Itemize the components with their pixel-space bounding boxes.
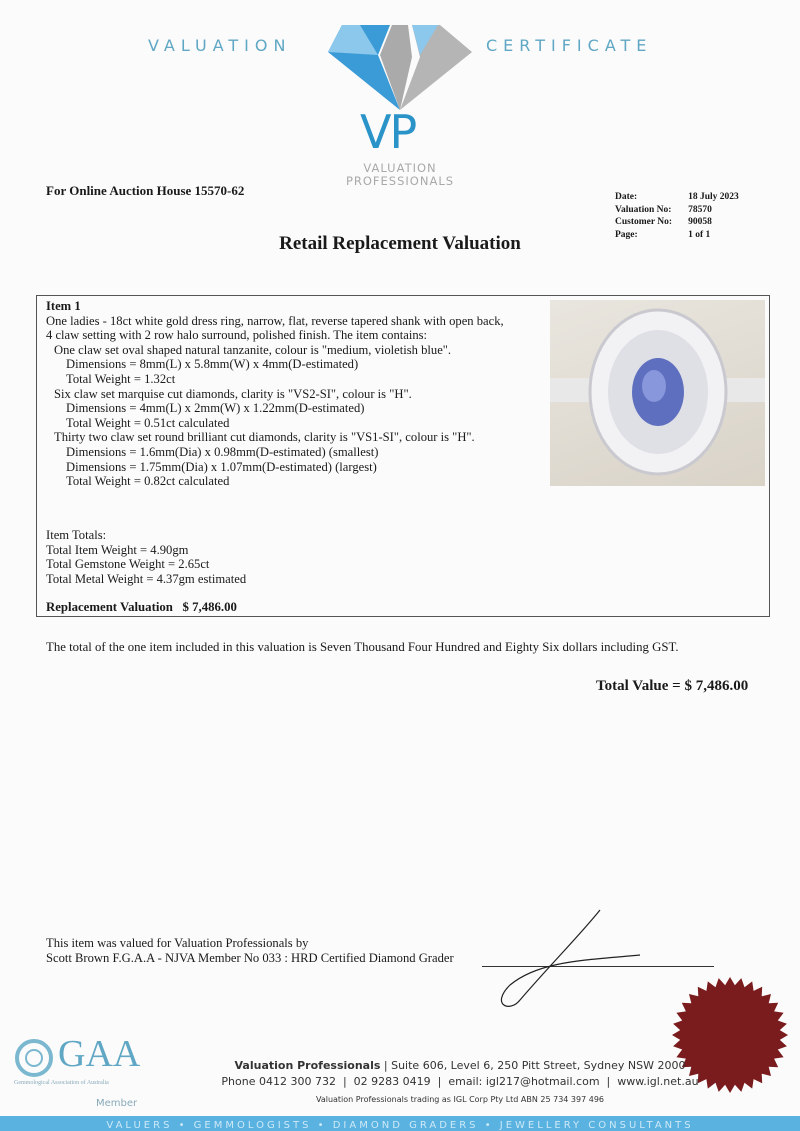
signer bbox=[46, 936, 454, 966]
gaa-text: GAA bbox=[58, 1033, 141, 1075]
stone-line: Dimensions = 4mm(L) x 2mm(W) x 1.22mm(D-estimated) bbox=[66, 401, 365, 416]
item-description bbox=[46, 299, 504, 489]
signer-line: Scott Brown F.G.A.A - NJVA Member No 033 : HRD Certified Diamond Grader bbox=[46, 951, 454, 965]
meta-value: 78570 bbox=[688, 204, 712, 215]
totals-line: Total Gemstone Weight = 2.65ct bbox=[46, 557, 210, 572]
meta-value: 18 July 2023 bbox=[688, 192, 739, 202]
stone-line: Six claw set marquise cut diamonds, clarity is "VS2-SI", colour is "H". bbox=[54, 386, 412, 401]
stone-line: Dimensions = 1.6mm(Dia) x 0.98mm(D-estimated) (smallest) bbox=[66, 444, 379, 459]
footer-contact: Phone 0412 300 732 | 02 9283 0419 | email: igl217@hotmail.com | www.igl.net.au bbox=[221, 1075, 699, 1088]
gaa-subtitle: Gemmological Association of Australia bbox=[14, 1080, 109, 1086]
diamond-logo-icon bbox=[320, 22, 480, 112]
logo-initials: VP bbox=[360, 105, 416, 159]
item-desc: One ladies - 18ct white gold dress ring, narrow, flat, reverse tapered shank with open back, bbox=[46, 313, 504, 328]
signer-line: This item was valued for Valuation Professionals by bbox=[46, 936, 309, 950]
totals-line: Total Metal Weight = 4.37gm estimated bbox=[46, 571, 247, 586]
client-name: For Online Auction House 15570-62 bbox=[46, 183, 245, 198]
total-sentence: The total of the one item included in this valuation is Seven Thousand Four Hundred and Eighty Six dollars including GST. bbox=[46, 640, 679, 654]
meta-value: 1 of 1 bbox=[688, 229, 711, 240]
gaa-member: Member bbox=[96, 1098, 138, 1109]
totals-heading: Item Totals: bbox=[46, 528, 107, 542]
header-valuation: VALUATION bbox=[148, 36, 292, 55]
total-value: Total Value = $ 7,486.00 bbox=[596, 678, 749, 694]
totals-line: Total Item Weight = 4.90gm bbox=[46, 542, 189, 557]
meta-label: Date: bbox=[615, 192, 638, 202]
footer-address-text: | Suite 606, Level 6, 250 Pitt Street, Sydney NSW 2000 bbox=[380, 1059, 686, 1072]
ring-photo bbox=[550, 300, 765, 486]
logo-sub2: PROFESSIONALS bbox=[345, 174, 455, 188]
stone-line: Total Weight = 0.51ct calculated bbox=[66, 415, 230, 430]
page-title: Retail Replacement Valuation bbox=[279, 233, 521, 254]
stone-line: Thirty two claw set round brilliant cut diamonds, clarity is "VS1-SI", colour is "H". bbox=[54, 430, 475, 445]
item-desc: 4 claw setting with 2 row halo surround, polished finish. The item contains: bbox=[46, 328, 428, 343]
stone-line: Total Weight = 0.82ct calculated bbox=[66, 474, 230, 489]
stone-line: Dimensions = 8mm(L) x 5.8mm(W) x 4mm(D-estimated) bbox=[66, 357, 359, 372]
item-totals bbox=[46, 528, 246, 586]
header-certificate: CERTIFICATE bbox=[486, 36, 653, 55]
footer-band: VALUERS • GEMMOLOGISTS • DIAMOND GRADERS • JEWELLERY CONSULTANTS bbox=[0, 1116, 800, 1131]
logo-subtitle bbox=[320, 162, 480, 188]
stone-line: Dimensions = 1.75mm(Dia) x 1.07mm(D-estimated) (largest) bbox=[66, 459, 377, 474]
stone-line: Total Weight = 1.32ct bbox=[66, 371, 176, 386]
replacement-valuation: Replacement Valuation $ 7,486.00 bbox=[46, 600, 237, 614]
footer-abn: Valuation Professionals trading as IGL Corp Pty Ltd ABN 25 734 397 496 bbox=[315, 1095, 605, 1104]
footer-company: Valuation Professionals bbox=[234, 1059, 381, 1072]
meta-label: Page: bbox=[615, 229, 638, 240]
meta-label: Customer No: bbox=[615, 217, 673, 227]
signature-icon bbox=[480, 905, 650, 1015]
logo-sub1: VALUATION bbox=[363, 161, 437, 175]
meta-label: Valuation No: bbox=[615, 204, 672, 215]
footer-address bbox=[60, 1059, 800, 1072]
stone-line: One claw set oval shaped natural tanzanite, colour is "medium, violetish blue". bbox=[54, 342, 452, 357]
meta-value: 90058 bbox=[688, 217, 712, 227]
item-heading: Item 1 bbox=[46, 299, 81, 313]
gaa-emblem-icon bbox=[14, 1038, 54, 1078]
